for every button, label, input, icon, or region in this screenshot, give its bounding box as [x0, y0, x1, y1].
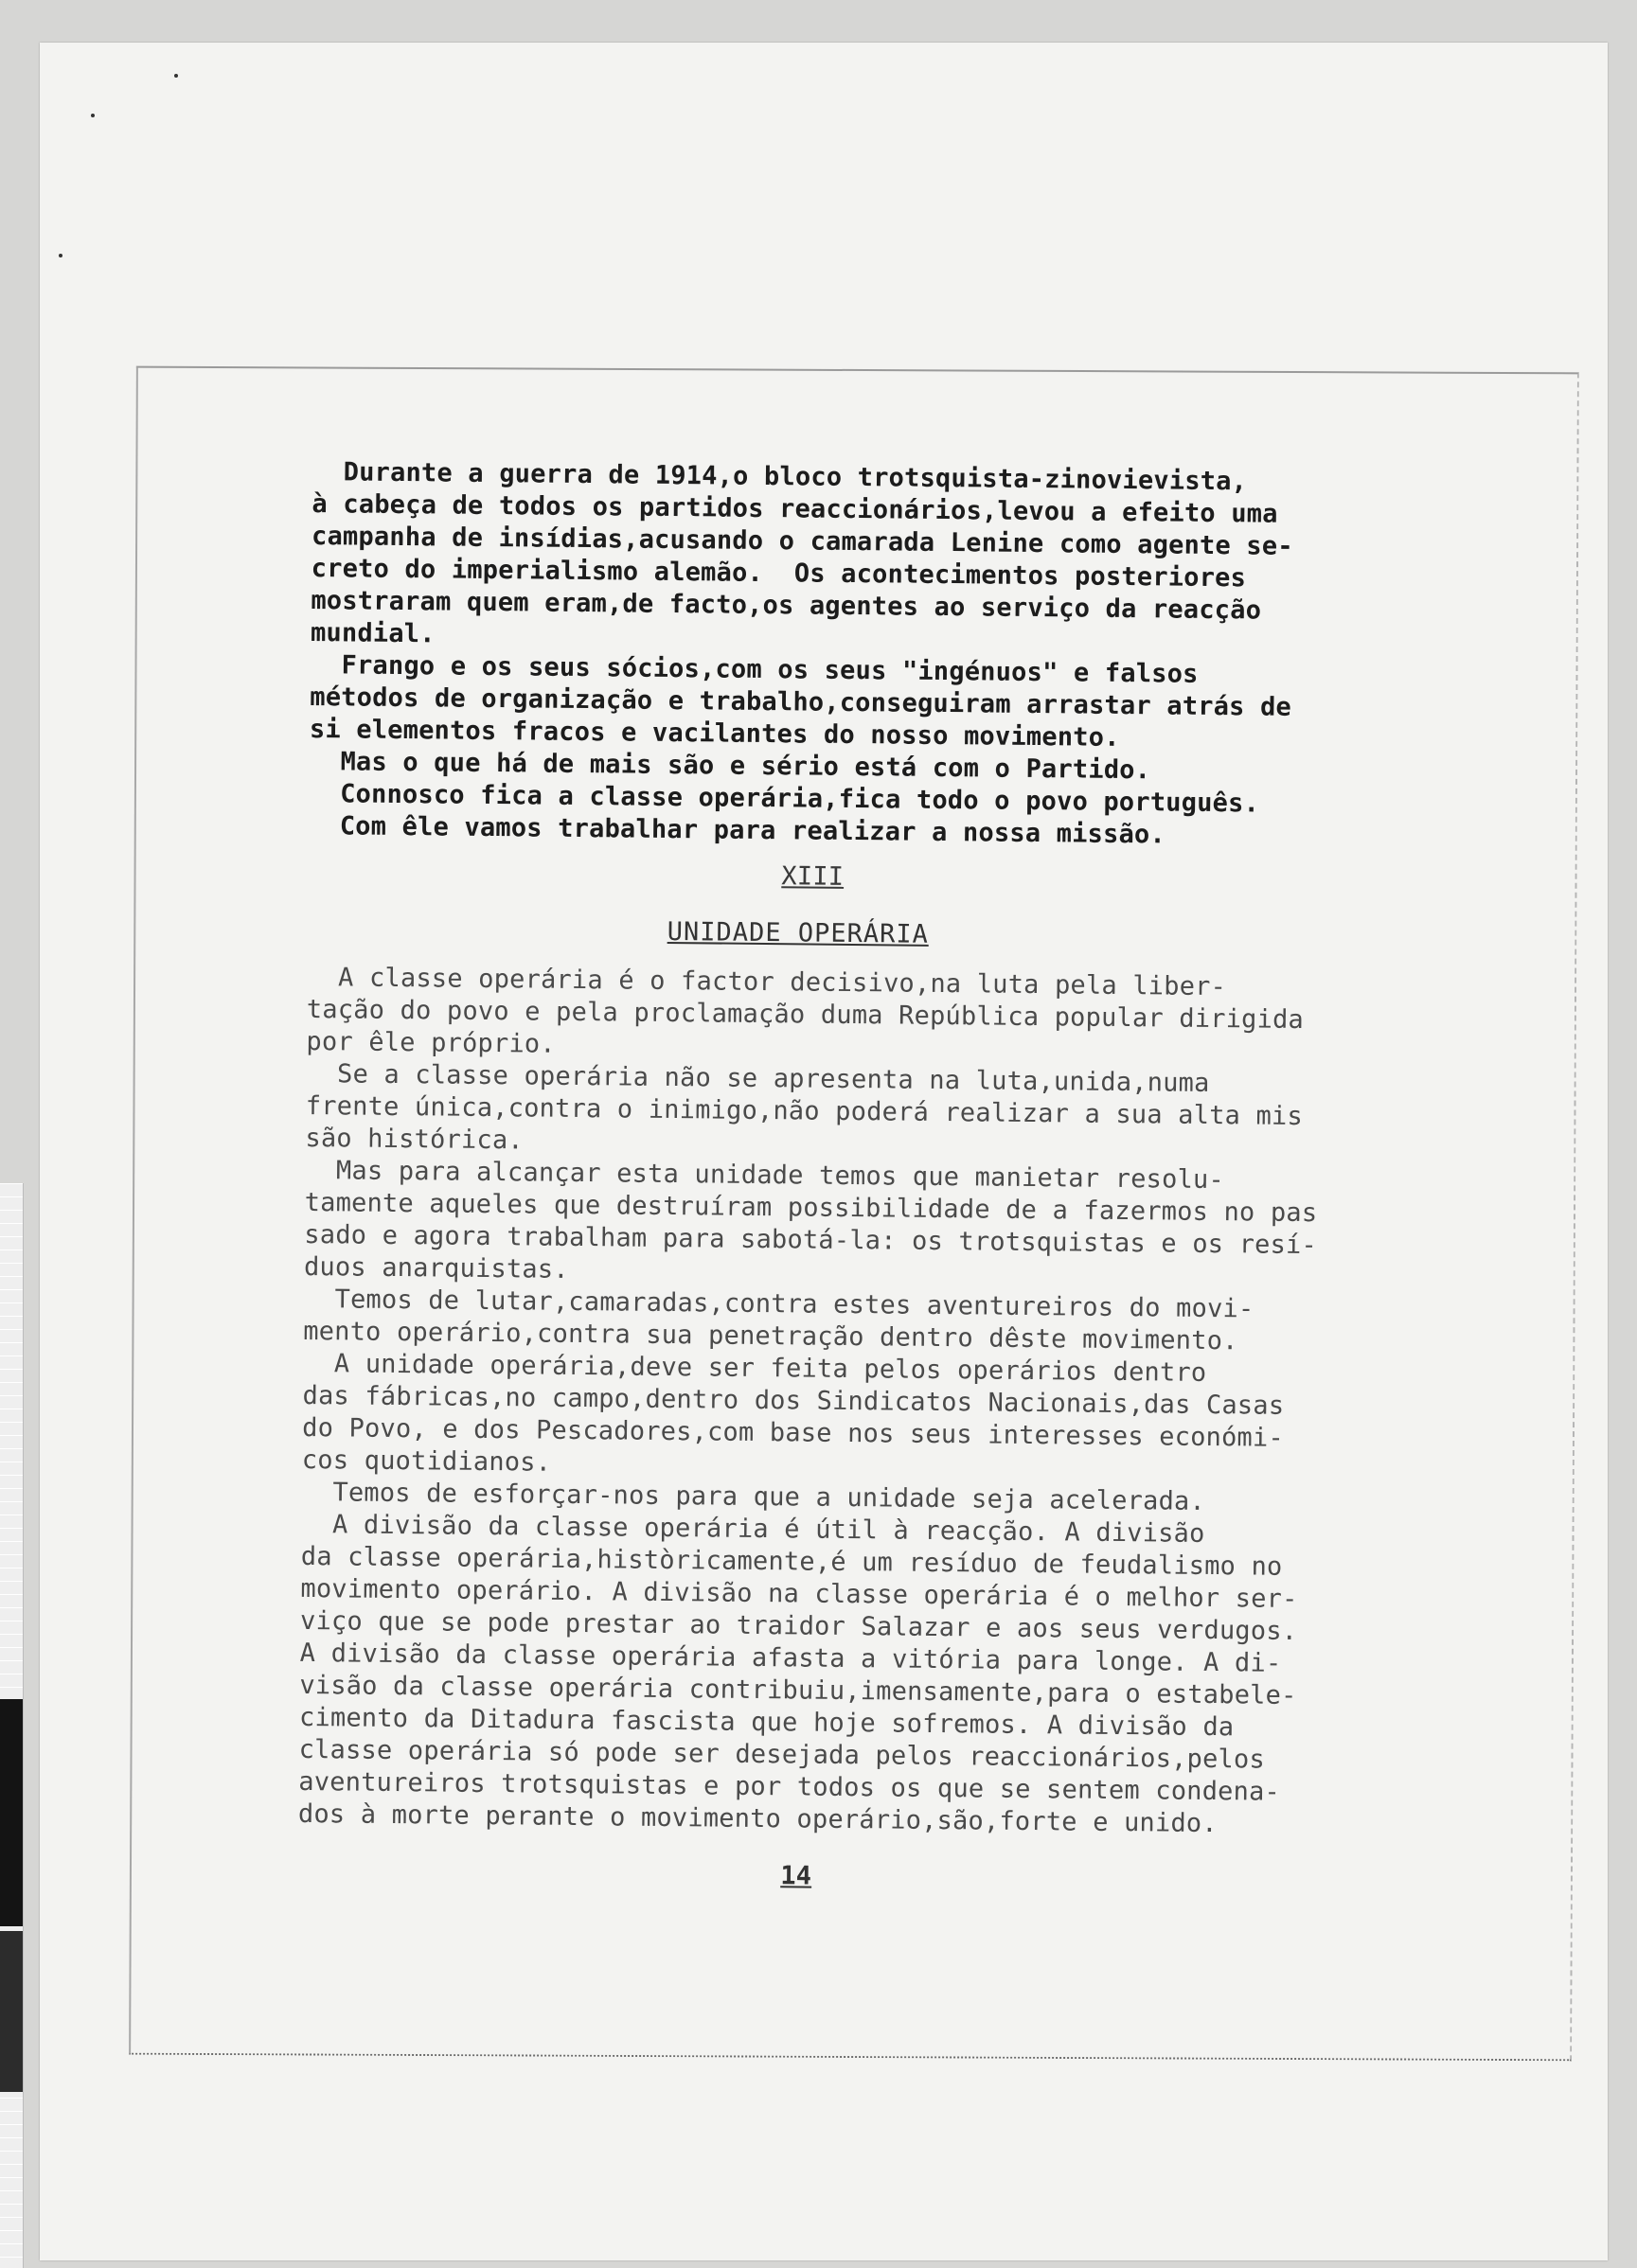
ruler-dark-block	[0, 1931, 23, 2092]
paragraph: Connosco fica a classe operária,fica todo o povo português.	[309, 778, 1260, 819]
section-heading: UNIDADE OPERÁRIA	[667, 916, 929, 949]
paper-speck	[59, 254, 62, 257]
paragraph: Mas para alcançar esta unidade temos que manietar resolu- tamente aqueles que destruíram possibilidade de a fazermos no pas sado e agora trabalham para sabotá-la: os trotsquistas e os resí- duos anarquistas.	[303, 1155, 1318, 1285]
scale-ruler	[0, 1183, 24, 2268]
paragraph: Temos de lutar,camaradas,contra estes aventureiros do movi- mento operário,contra sua penetração dentro dêste movimento.	[303, 1284, 1254, 1356]
paragraph: Durante a guerra de 1914,o bloco trotsquista-zinovievista, à cabeça de todos os partidos reaccionários,levou a efeito uma campanha de insídias,acusando o camarada Lenine como agente se- creto do imperialismo alemão. Os acontecimentos posteriores mostraram quem eram,de facto,os agentes ao serviço da reacção mundial.	[310, 456, 1293, 649]
page-number: 14	[780, 1861, 812, 1891]
paper-speck	[174, 74, 178, 78]
typed-text-body	[297, 456, 1354, 1898]
paragraph: A unidade operária,deve ser feita pelos operários dentro das fábricas,no campo,dentro dos Sindicatos Nacionais,das Casas do Povo, e dos Pescadores,com base nos seus interesses económi- cos quotidianos.	[301, 1348, 1285, 1478]
paragraph: Se a classe operária não se apresenta na luta,unida,numa frente única,contra o inimigo,não poderá realizar a sua alta mis são histórica.	[305, 1058, 1304, 1156]
section-separator: XIII	[781, 861, 845, 892]
paragraph: Com êle vamos trabalhar para realizar a nossa missão.	[308, 810, 1166, 850]
paper-speck	[91, 114, 95, 117]
paragraph: Mas o que há de mais são e sério está com o Partido.	[309, 746, 1151, 786]
ruler-dark-block	[0, 1699, 23, 1926]
paragraph: A divisão da classe operária é útil à reacção. A divisão da classe operária,històricamente,é um resíduo de feudalismo no movimento operário. A divisão na classe operária é o melhor ser- viço que se pode prestar ao traidor Salazar e aos seus verdugos. A divisão da classe operária afasta a vitória para longe. A di- visão da classe operária contribuiu,imensamente,para o estabele- cimento da Ditadura fascista que hoje sofremos. A divisão da classe operária só pode ser desejada pelos reaccionários,pelos aventureiros trotsquistas e por todos os que se sentem condena- dos à morte perante o movimento operário,são,forte e unido.	[297, 1509, 1298, 1839]
paragraph: A classe operária é o factor decisivo,na luta pela liber- tação do povo e pela proclamação duma República popular dirigida por êle próprio.	[306, 962, 1305, 1059]
paragraph: Frango e os seus sócios,com os seus "ingénuos" e falsos métodos de organização e trabalho,conseguiram arrastar atrás de si elementos fracos e vacilantes do nosso movimento.	[309, 649, 1292, 753]
paragraph: Temos de esforçar-nos para que a unidade seja acelerada.	[301, 1477, 1206, 1516]
